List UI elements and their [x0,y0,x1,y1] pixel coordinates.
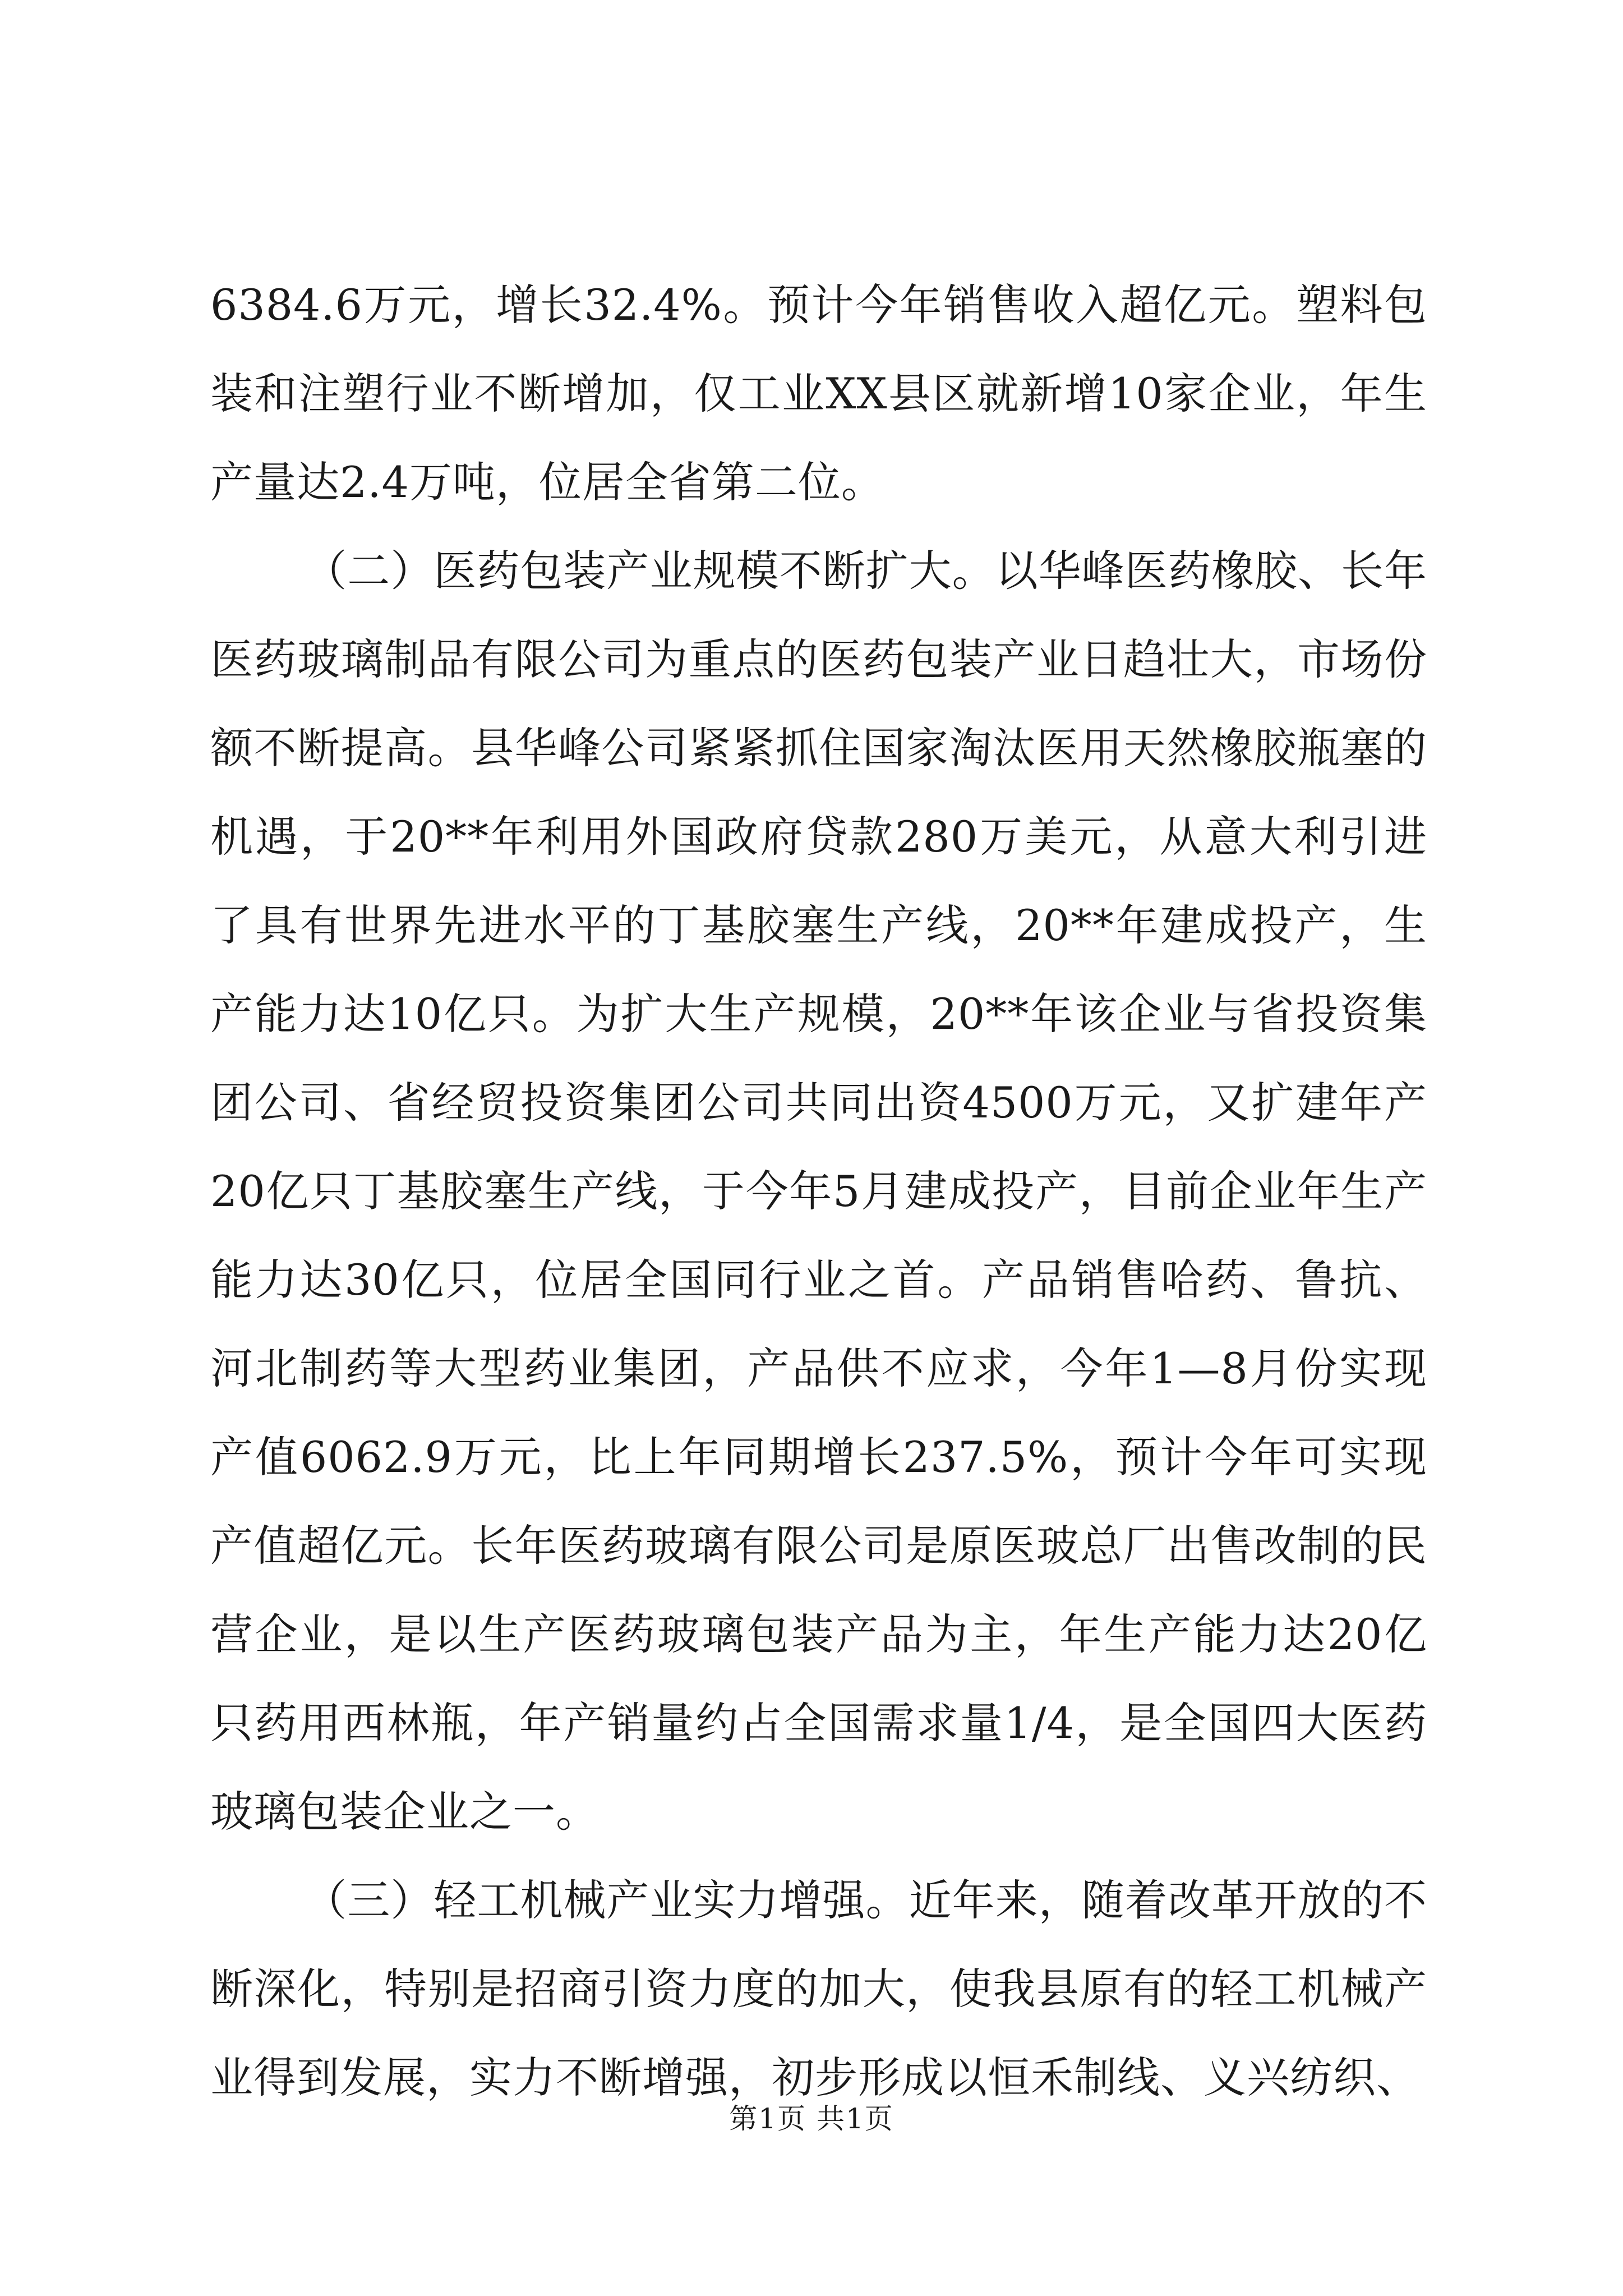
paragraph-medical-packaging: （二）医药包装产业规模不断扩大。以华峰医药橡胶、长年医药玻璃制品有限公司为重点的医药包装产业日趋壮大，市场份额不断提高。县华峰公司紧紧抓住国家淘汰医用天然橡胶瓶塞的机遇，于20**年利用外国政府贷款280万美元，从意大利引进了具有世界先进水平的丁基胶塞生产线，20**年建成投产，生产能力达10亿只。为扩大生产规模，20**年该企业与省投资集团公司、省经贸投资集团公司共同出资4500万元，又扩建年产20亿只丁基胶塞生产线，于今年5月建成投产，目前企业年生产能力达30亿只，位居全国同行业之首。产品销售哈药、鲁抗、河北制药等大型药业集团，产品供不应求，今年1—8月份实现产值6062.9万元，比上年同期增长237.5%，预计今年可实现产值超亿元。长年医药玻璃有限公司是原医玻总厂出售改制的民营企业，是以生产医药玻璃包装产品为主，年生产能力达20亿只药用西林瓶，年产销量约占全国需求量1/4，是全国四大医药玻璃包装企业之一。 [210,546,1427,1837]
document-body [210,261,1427,2122]
page-footer: 第1页 共1页 [729,2102,894,2135]
paragraph-light-machinery: （三）轻工机械产业实力增强。近年来，随着改革开放的不断深化，特别是招商引资力度的加大，使我县原有的轻工机械产业得到发展，实力不断增强，初步形成以恒禾制线、义兴纺织、 [210,1875,1427,2102]
paragraph-continuation: 6384.6万元，增长32.4%。预计今年销售收入超亿元。塑料包装和注塑行业不断增加，仅工业XX县区就新增10家企业，年生产量达2.4万吨，位居全省第二位。 [210,280,1427,507]
